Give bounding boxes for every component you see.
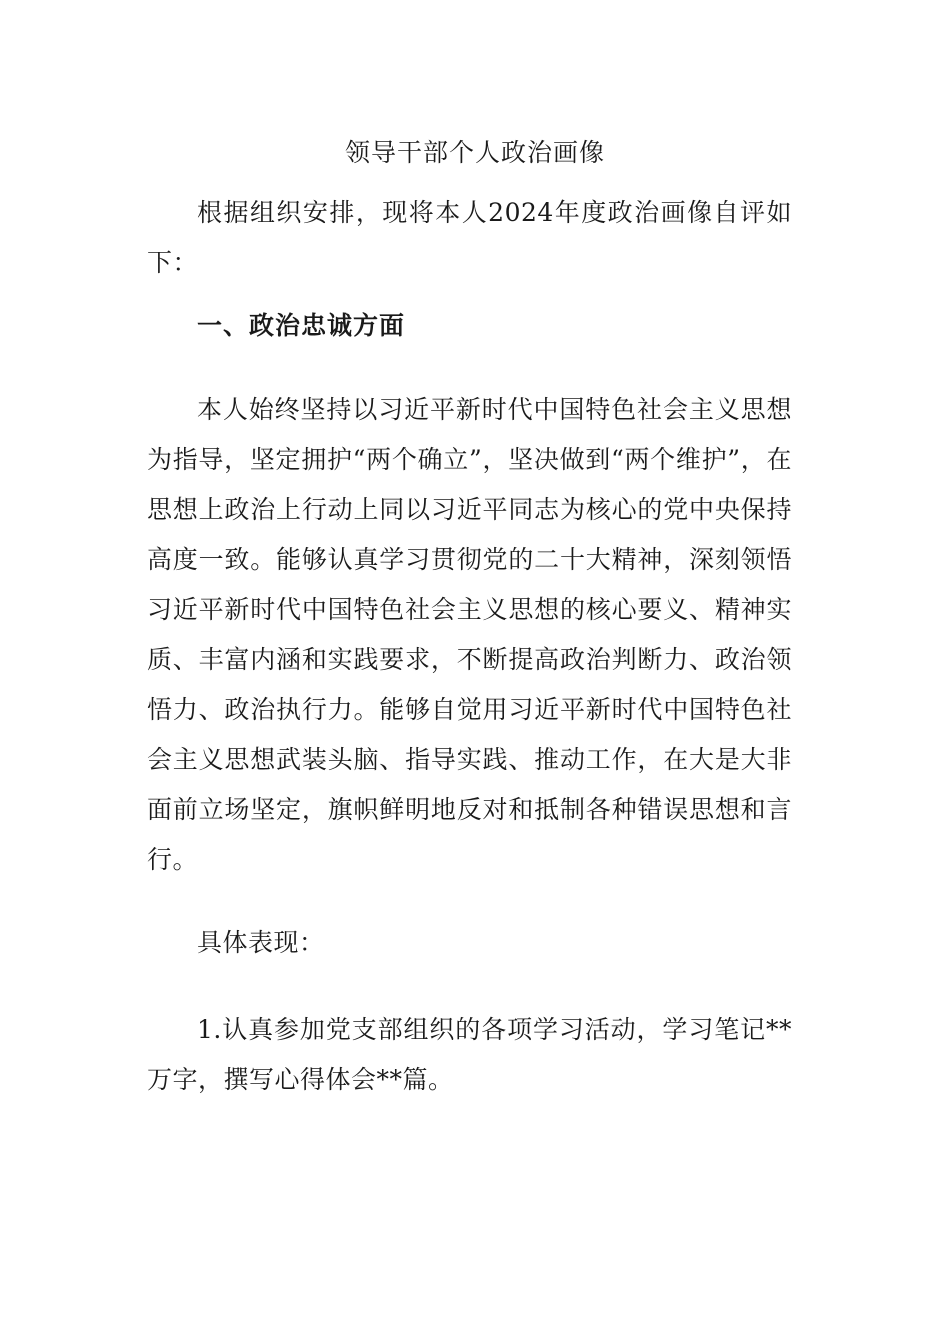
intro-paragraph: 根据组织安排，现将本人2024年度政治画像自评如下：: [147, 198, 792, 277]
list-item: 1.认真参加党支部组织的各项学习活动，学习笔记**万字，撰写心得体会**篇。: [147, 1015, 792, 1094]
document-title: 领导干部个人政治画像: [344, 138, 605, 167]
section-paragraph: 本人始终坚持以习近平新时代中国特色社会主义思想为指导，坚定拥护“两个确立”，坚决做到“两个维护”，在思想上政治上行动上同以习近平同志为核心的党中央保持高度一致。能够认真学习贯彻党的二十大精神，深刻领悟习近平新时代中国特色社会主义思想的核心要义、精神实质、丰富内涵和实践要求，不断提高政治判断力、政治领悟力、政治执行力。能够自觉用习近平新时代中国特色社会主义思想武装头脑、指导实践、推动工作，在大是大非面前立场坚定，旗帜鲜明地反对和抵制各种错误思想和言行。: [147, 395, 792, 874]
specific-label: 具体表现：: [197, 928, 325, 957]
section-heading-political-loyalty: 一、政治忠诚方面: [197, 311, 406, 340]
